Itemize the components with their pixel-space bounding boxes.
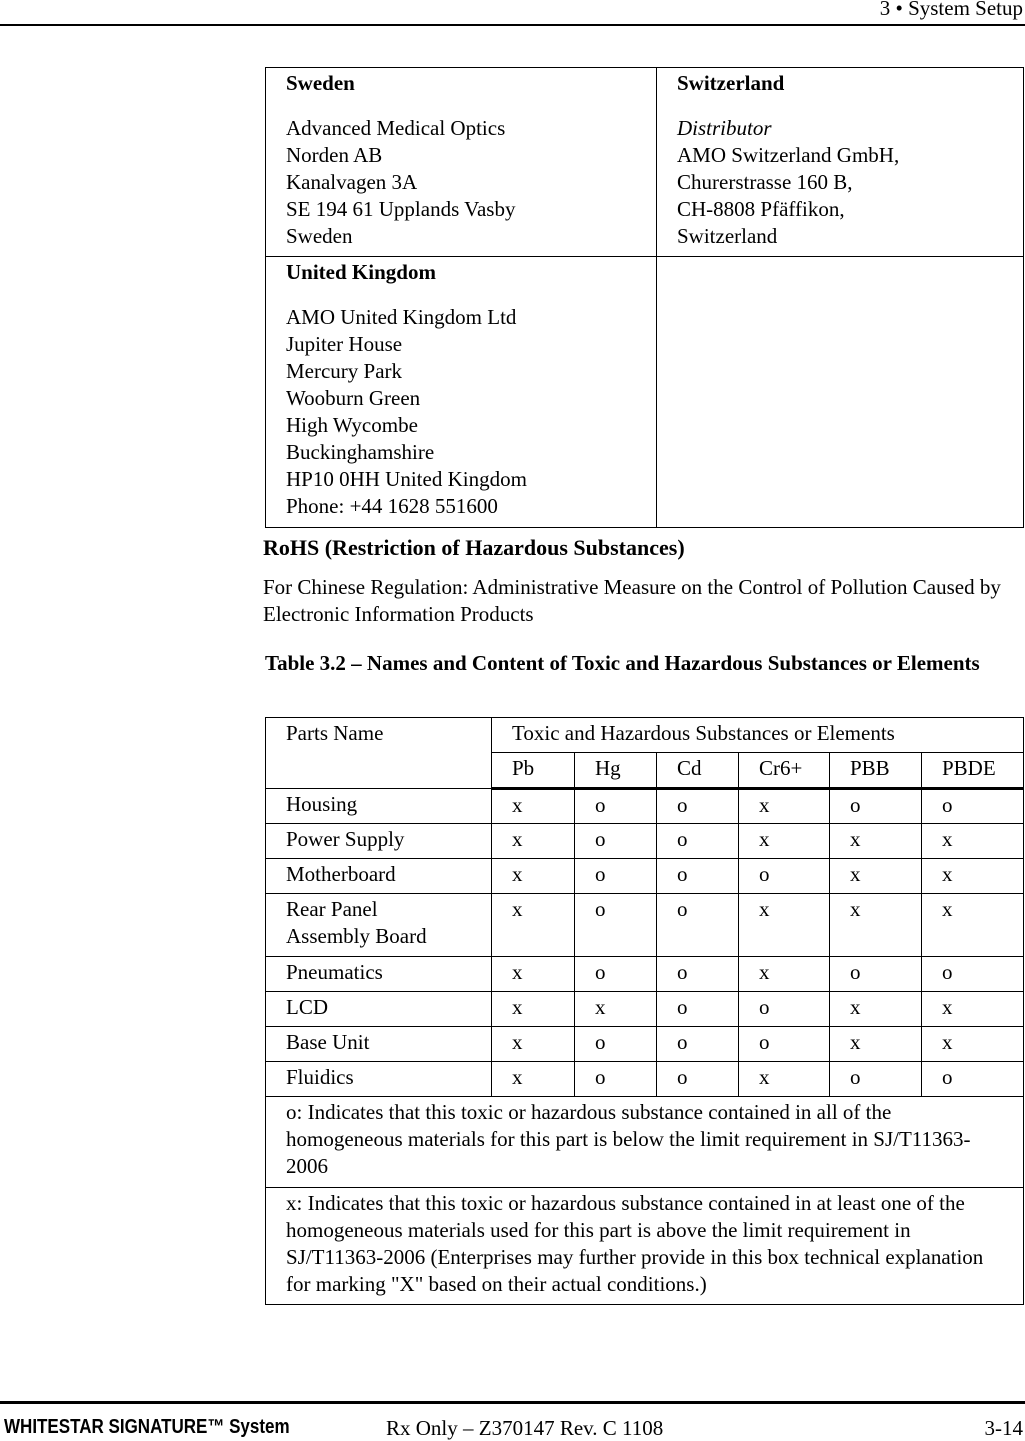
part-name: Motherboard (266, 859, 492, 894)
table-row (266, 1027, 1024, 1062)
address-switzerland (657, 68, 1024, 257)
address-line: AMO United Kingdom Ltd (286, 305, 517, 329)
footer-title: WHITESTAR SIGNATURE™ System (4, 1416, 290, 1438)
substances-table (265, 717, 1024, 1305)
substance-mark: o (575, 859, 657, 894)
substance-mark: x (739, 824, 830, 859)
address-line: Wooburn Green (286, 386, 421, 410)
substance-mark: o (657, 824, 739, 859)
substance-mark: x (922, 894, 1024, 957)
substance-mark: x (922, 859, 1024, 894)
col-header-group: Toxic and Hazardous Substances or Elements (492, 718, 1024, 753)
substance-mark: x (922, 824, 1024, 859)
table-row (266, 957, 1024, 992)
address-line: Switzerland (677, 224, 778, 248)
substance-mark: x (739, 894, 830, 957)
table-row (266, 894, 1024, 957)
substance-mark: x (492, 824, 575, 859)
address-uk (266, 257, 657, 528)
address-line: Phone: +44 1628 551600 (286, 494, 498, 518)
substance-mark: o (830, 789, 922, 824)
substance-mark: o (657, 1062, 739, 1097)
substance-mark: x (492, 859, 575, 894)
running-header: 3 • System Setup (879, 0, 1023, 20)
col-header-cd: Cd (657, 753, 739, 789)
table-row (266, 859, 1024, 894)
empty-cell (657, 257, 1024, 528)
footer-rule (0, 1401, 1025, 1404)
address-line: CH-8808 Pfäffikon, (677, 197, 845, 221)
address-line: Sweden (286, 224, 353, 248)
substance-mark: x (492, 894, 575, 957)
address-lines (286, 304, 636, 520)
address-table (265, 67, 1024, 528)
table-row (266, 824, 1024, 859)
role-label: Distributor (677, 116, 772, 140)
address-line: HP10 0HH United Kingdom (286, 467, 527, 491)
section-text: For Chinese Regulation: Administrative Measure on the Control of Pollution Caused by Electronic Information Products (263, 575, 1001, 626)
substance-mark: x (492, 789, 575, 824)
header-rule (0, 24, 1025, 26)
substance-mark: x (492, 992, 575, 1027)
substance-mark: x (830, 1027, 922, 1062)
table-caption: Table 3.2 – Names and Content of Toxic and Hazardous Substances or Elements (265, 651, 980, 675)
address-line: AMO Switzerland GmbH, (677, 143, 900, 167)
substance-mark: o (739, 859, 830, 894)
substance-mark: o (922, 1062, 1024, 1097)
part-name: Housing (266, 789, 492, 824)
legend-x: x: Indicates that this toxic or hazardous substance contained in at least one of the homogeneous materials used for this part is above the limit requirement in SJ/T11363-2006 (Enterprises may further provide in this box technical explanation for marking "X" based on their actual conditions.) (266, 1188, 1024, 1305)
part-name: Fluidics (266, 1062, 492, 1097)
section-heading: RoHS (Restriction of Hazardous Substances) (263, 535, 685, 560)
substance-mark: o (922, 789, 1024, 824)
part-name: Base Unit (266, 1027, 492, 1062)
part-name: Rear Panel Assembly Board (266, 894, 492, 957)
substance-mark: o (657, 992, 739, 1027)
address-line: Kanalvagen 3A (286, 170, 418, 194)
substance-mark: o (657, 957, 739, 992)
substance-mark: x (830, 859, 922, 894)
substance-mark: x (739, 789, 830, 824)
substance-mark: x (492, 1027, 575, 1062)
address-sweden (266, 68, 657, 257)
address-line: SE 194 61 Upplands Vasby (286, 197, 516, 221)
address-line: Jupiter House (286, 332, 403, 356)
substance-mark: o (830, 1062, 922, 1097)
substance-mark: x (830, 992, 922, 1027)
substance-mark: x (739, 957, 830, 992)
substance-mark: x (739, 1062, 830, 1097)
substance-mark: x (830, 894, 922, 957)
address-line: Advanced Medical Optics (286, 116, 506, 140)
table-row (266, 992, 1024, 1027)
part-name: Power Supply (266, 824, 492, 859)
col-header-pbde: PBDE (922, 753, 1024, 789)
substance-mark: o (830, 957, 922, 992)
country-name: United Kingdom (286, 260, 436, 284)
substance-mark: o (575, 957, 657, 992)
col-header-pbb: PBB (830, 753, 922, 789)
substance-mark: o (739, 1027, 830, 1062)
substance-mark: x (492, 1062, 575, 1097)
address-line: Norden AB (286, 143, 383, 167)
substance-mark: o (657, 859, 739, 894)
substance-mark: o (575, 1062, 657, 1097)
substance-mark: o (657, 894, 739, 957)
legend-o: o: Indicates that this toxic or hazardous substance contained in all of the homogeneous materials for this part is below the limit requirement in SJ/T11363-2006 (266, 1097, 1024, 1188)
substance-mark: o (739, 992, 830, 1027)
col-header-cr6plus: Cr6+ (739, 753, 830, 789)
col-header-pb: Pb (492, 753, 575, 789)
address-line: High Wycombe (286, 413, 418, 437)
substance-mark: x (922, 992, 1024, 1027)
substance-mark: o (575, 824, 657, 859)
col-header-parts: Parts Name (266, 718, 492, 789)
substance-mark: o (657, 1027, 739, 1062)
col-header-hg: Hg (575, 753, 657, 789)
part-name: Pneumatics (266, 957, 492, 992)
substance-mark: o (575, 894, 657, 957)
address-line: Buckinghamshire (286, 440, 435, 464)
substance-mark: x (922, 1027, 1024, 1062)
substance-mark: x (830, 824, 922, 859)
substance-mark: o (575, 789, 657, 824)
footer-doc-number: Rx Only – Z370147 Rev. C 1108 (386, 1416, 664, 1440)
part-name: LCD (266, 992, 492, 1027)
substance-mark: x (492, 957, 575, 992)
address-lines (677, 142, 1003, 250)
country-name: Switzerland (677, 71, 785, 95)
substance-mark: o (922, 957, 1024, 992)
substance-mark: o (575, 1027, 657, 1062)
address-line: Mercury Park (286, 359, 403, 383)
substance-mark: x (575, 992, 657, 1027)
address-line: Churerstrasse 160 B, (677, 170, 853, 194)
address-lines (286, 115, 636, 250)
table-row (266, 1062, 1024, 1097)
table-row (266, 789, 1024, 824)
substance-mark: o (657, 789, 739, 824)
page-number: 3-14 (984, 1416, 1023, 1440)
country-name: Sweden (286, 71, 355, 95)
